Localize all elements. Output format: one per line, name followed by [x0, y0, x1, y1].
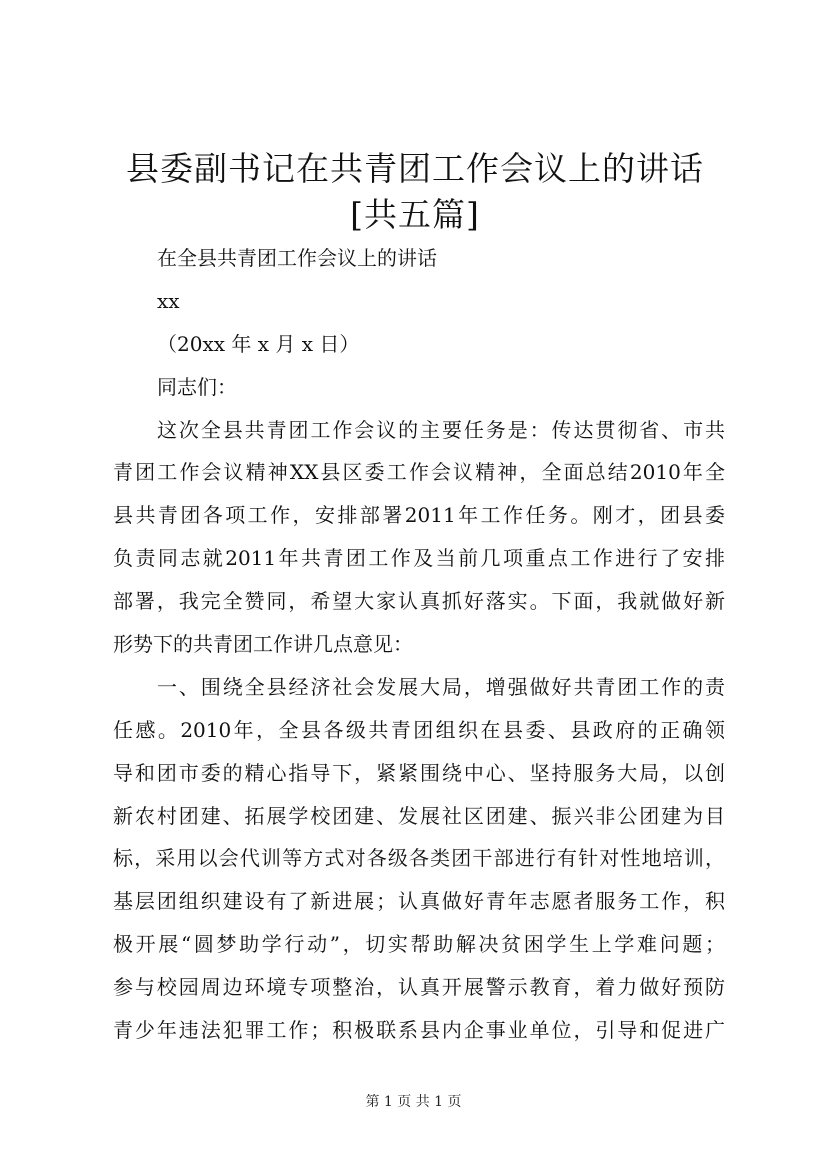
- paragraph-1-line-3: 县共青团各项工作，安排部署2011年工作任务。刚才，团县委: [113, 503, 725, 528]
- speaker-name: xx: [157, 288, 180, 313]
- speech-date: （20xx 年 x 月 x 日）: [157, 331, 360, 356]
- page-footer: [0, 1092, 827, 1112]
- salutation: 同志们：: [157, 374, 237, 399]
- paragraph-2-line-8: 参与校园周边环境专项整治，认真开展警示教育，着力做好预防: [113, 975, 725, 1000]
- document-title: 县委副书记在共青团工作会议上的讲话[共五篇]: [126, 149, 704, 234]
- paragraph-2-line-9: 青少年违法犯罪工作；积极联系县内企事业单位，引导和促进广: [113, 1018, 725, 1043]
- document-body: [113, 237, 725, 1052]
- paragraph-1-line-1: 这次全县共青团工作会议的主要任务是：传达贯彻省、市共: [157, 417, 725, 442]
- paragraph-2-line-6: 基层团组织建设有了新进展；认真做好青年志愿者服务工作，积: [113, 889, 725, 914]
- paragraph-2-line-5: 标，采用以会代训等方式对各级各类团干部进行有针对性地培训，: [113, 846, 725, 871]
- paragraph-1-line-5: 部署，我完全赞同，希望大家认真抓好落实。下面，我就做好新: [113, 589, 725, 614]
- paragraph-2-line-7: 极开展“圆梦助学行动”，切实帮助解决贫困学生上学难问题；: [113, 932, 725, 957]
- paragraph-1-line-2: 青团工作会议精神XX县区委工作会议精神，全面总结2010年全: [113, 460, 725, 485]
- paragraph-2-line-2: 任感。2010年，全县各级共青团组织在县委、县政府的正确领: [113, 717, 725, 742]
- page-number: 第 1 页 共 1 页: [365, 1094, 462, 1110]
- paragraph-2-line-3: 导和团市委的精心指导下，紧紧围绕中心、坚持服务大局，以创: [113, 760, 725, 785]
- paragraph-1-line-4: 负责同志就2011年共青团工作及当前几项重点工作进行了安排: [113, 546, 725, 571]
- paragraph-2-line-1: 一、围绕全县经济社会发展大局，增强做好共青团工作的责: [157, 674, 725, 699]
- paragraph-2-line-4: 新农村团建、拓展学校团建、发展社区团建、振兴非公团建为目: [113, 803, 725, 828]
- paragraph-1-line-6: 形势下的共青团工作讲几点意见：: [113, 632, 413, 657]
- speech-title: 在全县共青团工作会议上的讲话: [157, 246, 437, 270]
